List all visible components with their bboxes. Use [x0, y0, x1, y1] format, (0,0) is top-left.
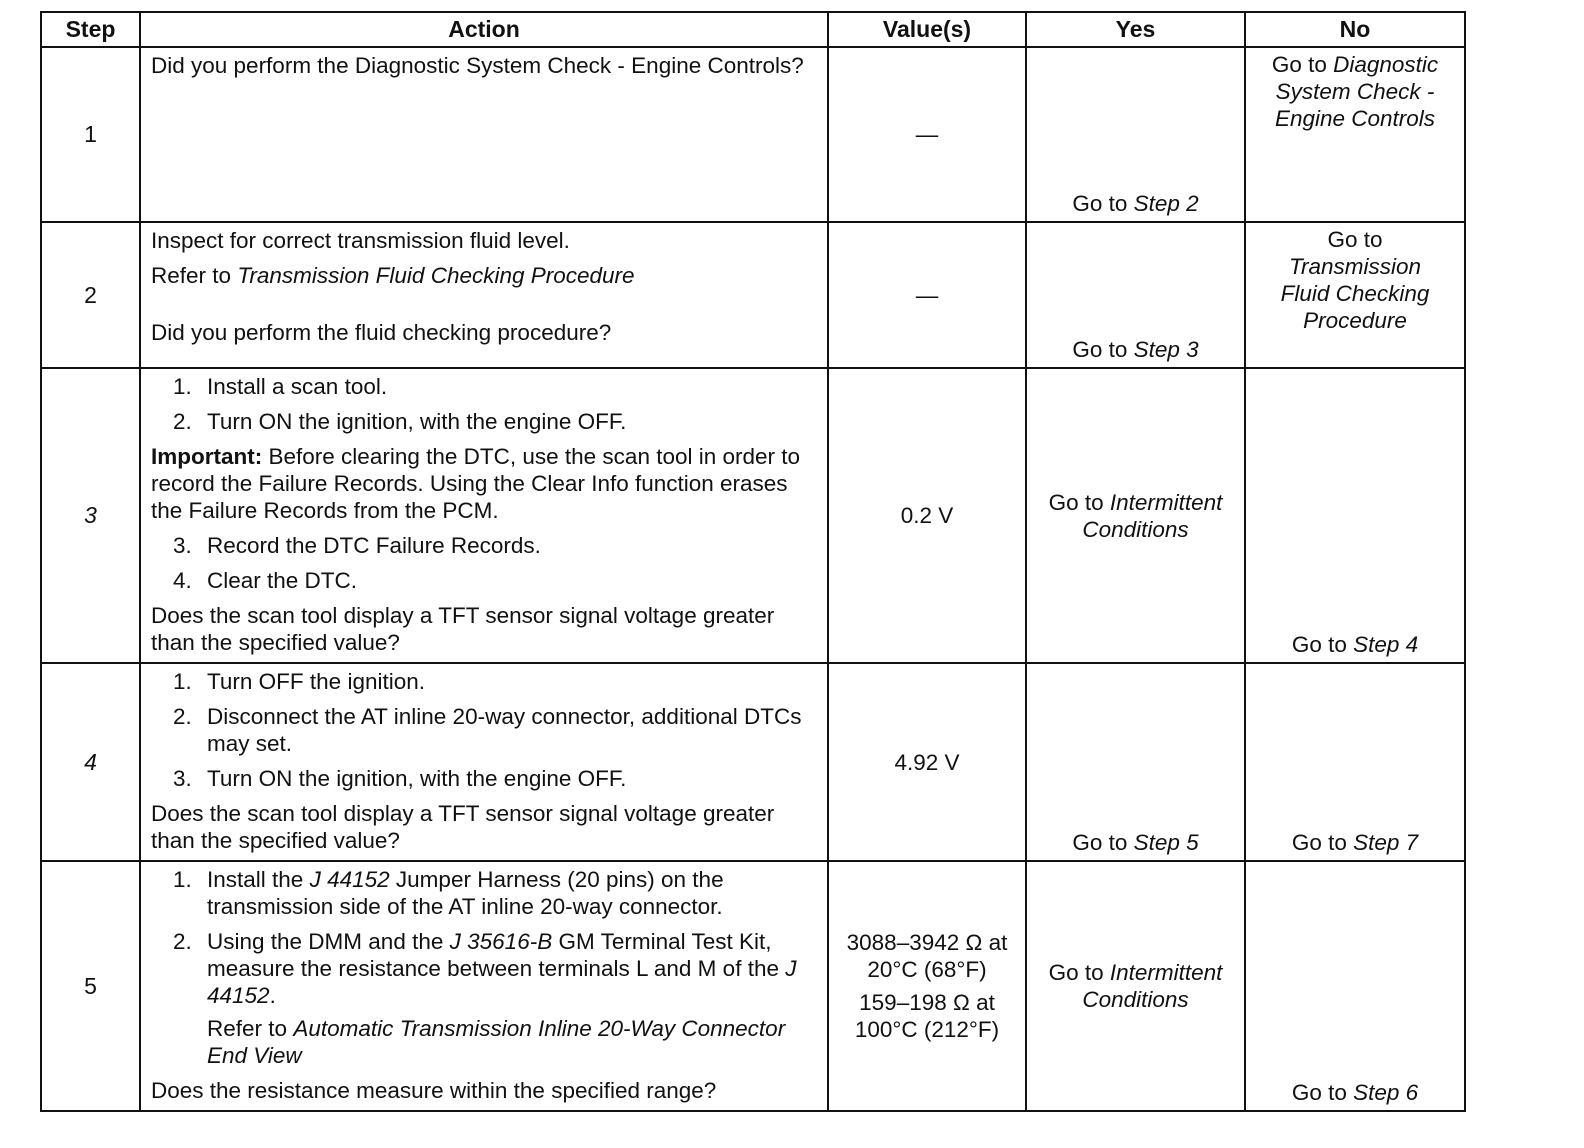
table-row: [41, 861, 1465, 1111]
yes-goto: Go to Intermittent Conditions: [1048, 489, 1223, 542]
action-cell: [140, 222, 828, 368]
value-cell: 0.2 V: [828, 368, 1026, 663]
action-cell: [140, 663, 828, 861]
value-cell: [828, 861, 1026, 1111]
step-link[interactable]: Step 5: [1133, 830, 1199, 855]
list-item: 3. Record the DTC Failure Records.: [173, 533, 541, 558]
list-item: 3. Turn ON the ignition, with the engine OFF.: [173, 766, 627, 791]
yes-goto: Go to Step 3: [1072, 337, 1199, 362]
header-action: Action: [140, 12, 828, 47]
action-question: Did you perform the Diagnostic System Check - Engine Controls?: [151, 53, 804, 78]
action-cell: [140, 47, 828, 222]
header-values: Value(s): [828, 12, 1026, 47]
no-cell: [1245, 861, 1465, 1111]
no-cell: [1245, 47, 1465, 222]
procedure-link[interactable]: Automatic Transmission Inline 20-Way Connector End View: [207, 1016, 786, 1068]
action-question: Does the scan tool display a TFT sensor signal voltage greater than the specified value?: [151, 603, 775, 655]
no-goto: Go to Step 4: [1291, 632, 1419, 657]
table-row: [41, 47, 1465, 222]
list-item: 1. Install the J 44152 Jumper Harness (20 pins) on the transmission side of the AT inline 20-way connector.: [173, 867, 724, 919]
step-number: 2: [41, 222, 140, 368]
list-item: 4. Clear the DTC.: [173, 568, 358, 593]
yes-cell: [1026, 861, 1245, 1111]
step-number: 1: [41, 47, 140, 222]
procedure-link[interactable]: Transmission Fluid Checking Procedure: [237, 263, 635, 288]
step-number: 3: [41, 368, 140, 663]
header-no: No: [1245, 12, 1465, 47]
no-cell: [1245, 368, 1465, 663]
no-cell: [1245, 663, 1465, 861]
step-number: 5: [41, 861, 140, 1111]
no-goto: Go to Step 7: [1291, 830, 1419, 855]
step-link[interactable]: Step 6: [1353, 1080, 1419, 1105]
tool-ref: J 44152: [207, 956, 797, 1008]
header-step: Step: [41, 12, 140, 47]
important-note: Important: Before clearing the DTC, use the scan tool in order to record the Failure Records. Using the Clear Info function erases the Failure Records from the PCM.: [151, 444, 801, 523]
procedure-link[interactable]: Intermittent Conditions: [1082, 489, 1223, 542]
header-row: [41, 12, 1465, 47]
yes-goto: Go to Intermittent Conditions: [1048, 960, 1223, 1012]
table-row: [41, 222, 1465, 368]
no-goto: Go to Step 6: [1291, 1080, 1419, 1105]
no-cell: [1245, 222, 1465, 368]
no-goto: Go to Transmission Fluid Checking Procedure: [1280, 227, 1430, 333]
value-range-2: 159–198 Ω at 100°C (212°F): [854, 990, 1000, 1042]
value-cell: 4.92 V: [828, 663, 1026, 861]
yes-cell: [1026, 663, 1245, 861]
no-goto: Go to Diagnostic System Check - Engine Controls: [1271, 52, 1439, 131]
procedure-link[interactable]: Diagnostic System Check - Engine Controls: [1274, 52, 1439, 131]
action-text: Inspect for correct transmission fluid level.: [151, 228, 570, 253]
step-link[interactable]: Step 3: [1133, 337, 1199, 362]
action-cell: [140, 368, 828, 663]
action-question: Did you perform the fluid checking procedure?: [151, 320, 612, 345]
yes-cell: [1026, 222, 1245, 368]
action-cell: [140, 861, 828, 1111]
step-number: 4: [41, 663, 140, 861]
step-link[interactable]: Step 4: [1353, 632, 1419, 657]
header-yes: Yes: [1026, 12, 1245, 47]
tool-ref: J 44152: [309, 867, 390, 892]
action-question: Does the scan tool display a TFT sensor signal voltage greater than the specified value?: [151, 801, 775, 853]
refer-text: Refer to Automatic Transmission Inline 20-Way Connector End View: [207, 1016, 786, 1068]
list-item: 1. Turn OFF the ignition.: [173, 669, 426, 694]
procedure-link[interactable]: Intermittent Conditions: [1082, 960, 1223, 1012]
yes-cell: [1026, 368, 1245, 663]
value-range-1: 3088–3942 Ω at 20°C (68°F): [846, 930, 1008, 982]
value-cell: —: [828, 222, 1026, 368]
yes-goto: Go to Step 5: [1072, 830, 1199, 855]
action-question: Does the resistance measure within the specified range?: [151, 1078, 717, 1103]
yes-cell: [1026, 47, 1245, 222]
step-link[interactable]: Step 2: [1133, 191, 1199, 216]
list-item: 2. Disconnect the AT inline 20-way connector, additional DTCs may set.: [173, 704, 802, 756]
list-item: 2. Using the DMM and the J 35616-B GM Terminal Test Kit, measure the resistance between terminals L and M of the J 44152.: [173, 929, 797, 1008]
value-cell: —: [828, 47, 1026, 222]
step-link[interactable]: Step 7: [1353, 830, 1419, 855]
diagnostic-table: [40, 11, 1466, 1112]
table-row: [41, 663, 1465, 861]
list-item: 1. Install a scan tool.: [173, 374, 388, 399]
tool-ref: J 35616-B: [449, 929, 553, 954]
yes-goto: Go to Step 2: [1072, 191, 1199, 216]
table-row: [41, 368, 1465, 663]
list-item: 2. Turn ON the ignition, with the engine OFF.: [173, 409, 627, 434]
refer-text: Refer to Transmission Fluid Checking Procedure: [151, 263, 635, 288]
procedure-link[interactable]: Transmission Fluid Checking Procedure: [1280, 254, 1430, 333]
